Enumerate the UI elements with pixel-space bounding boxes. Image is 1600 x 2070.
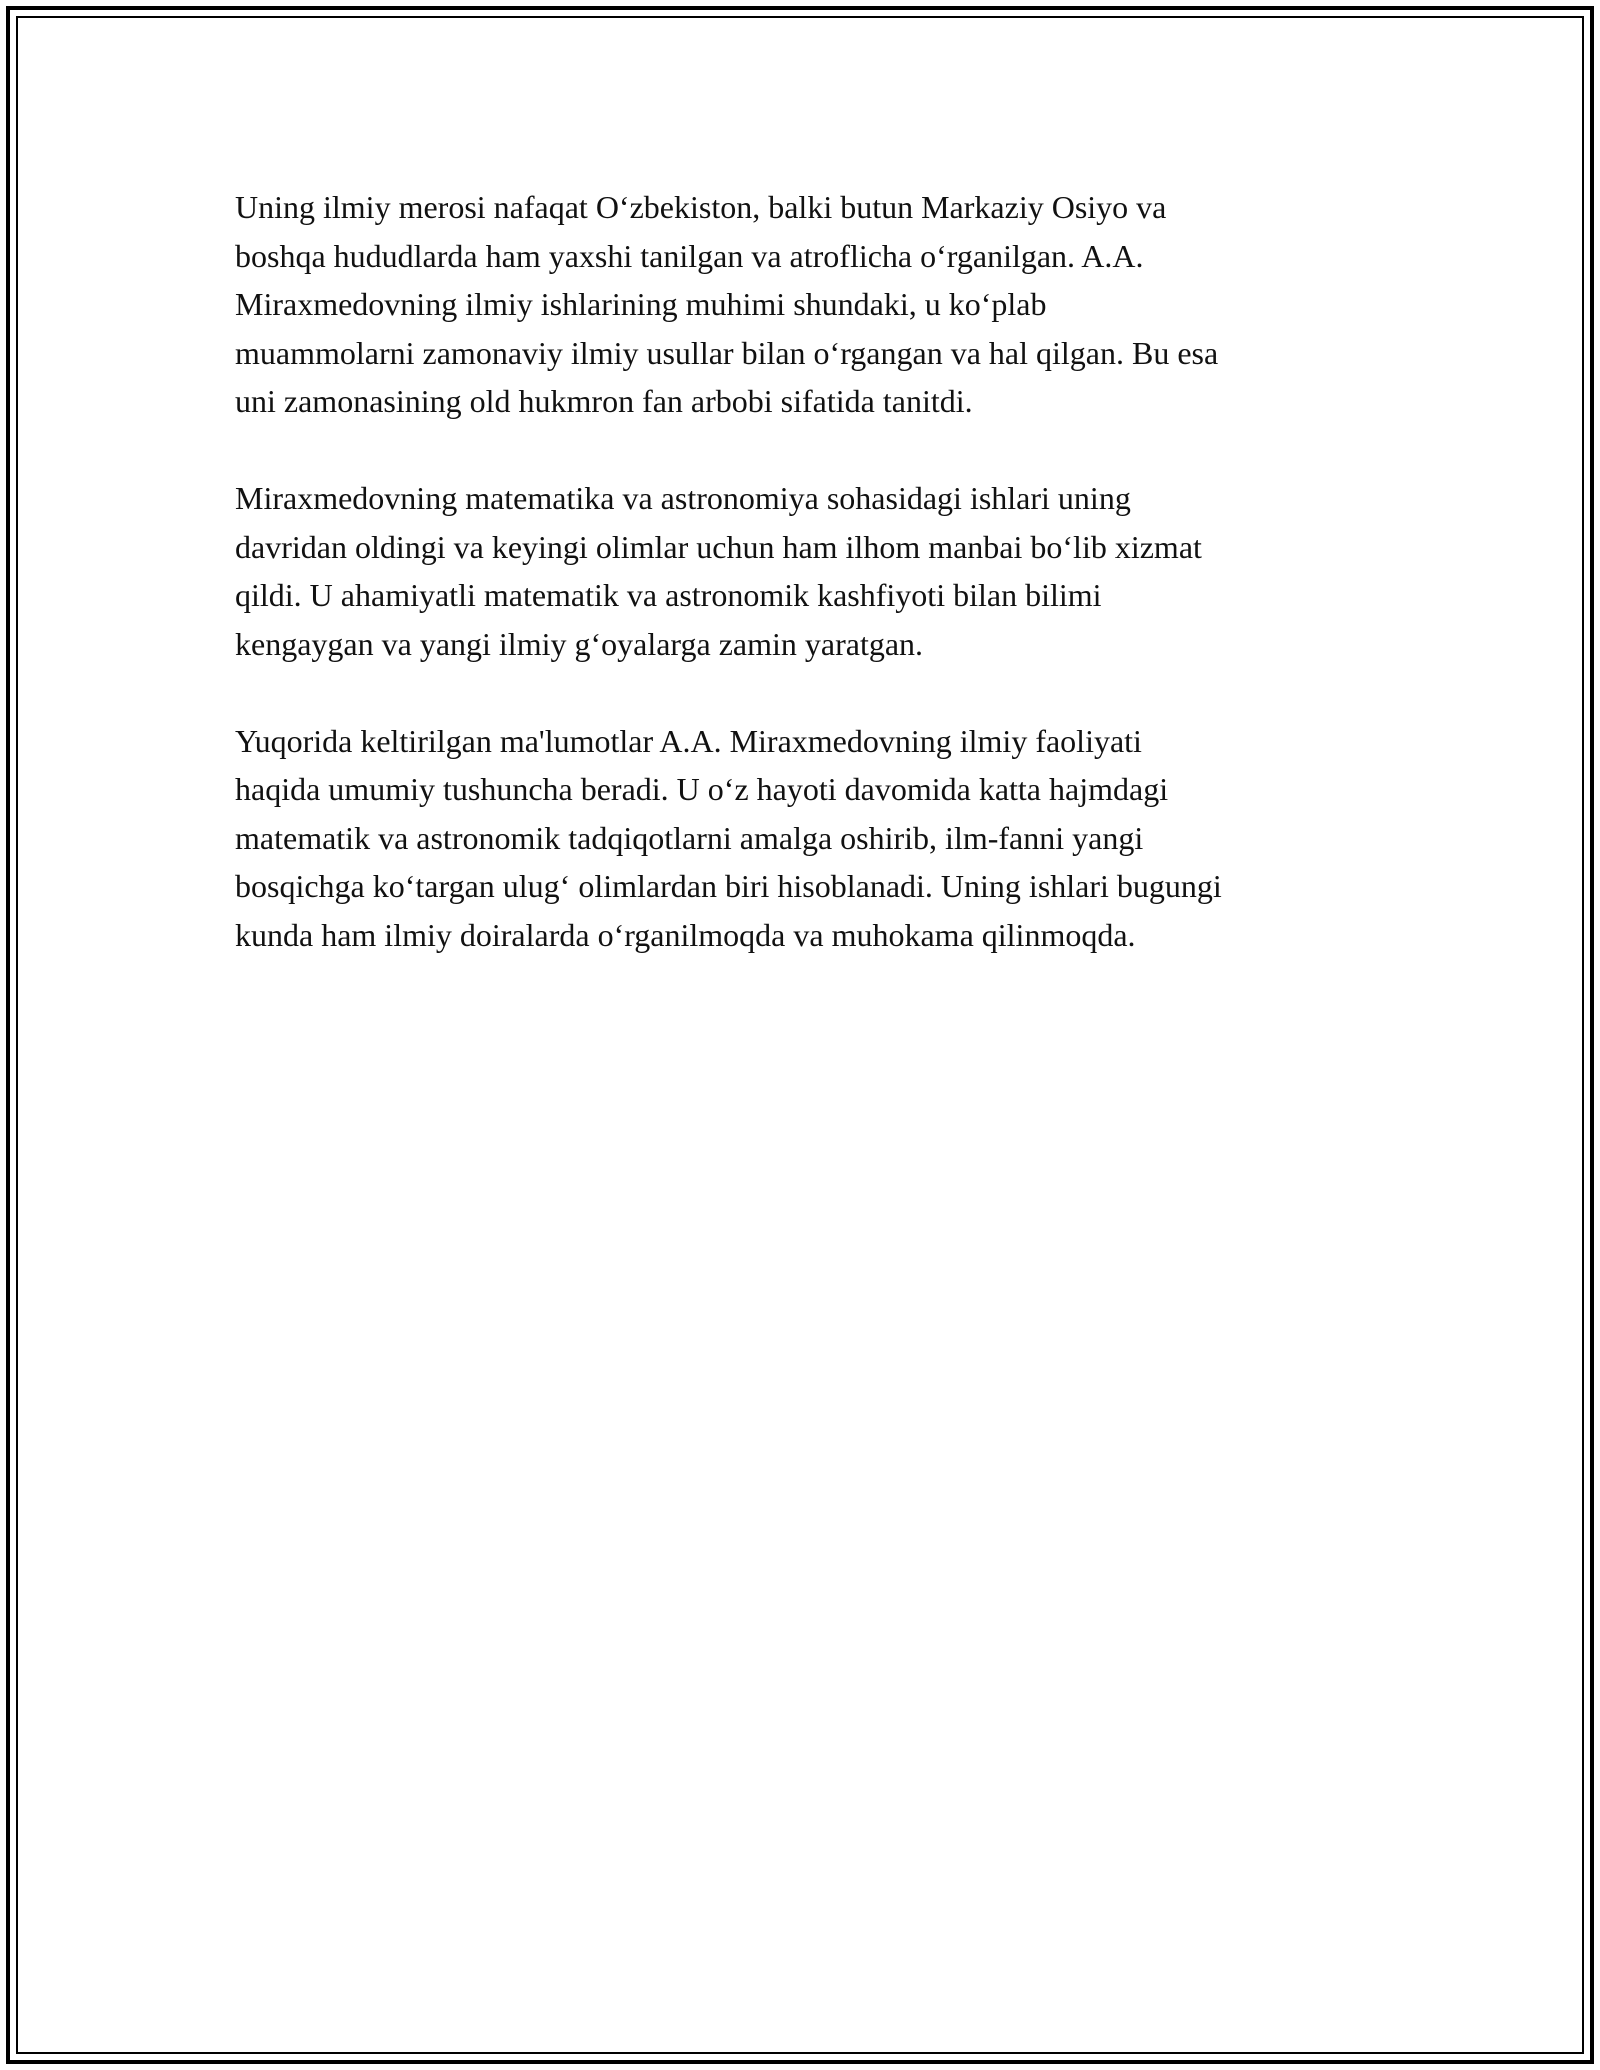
text-line: kunda ham ilmiy doiralarda o‘rganilmoqda va muhokama qilinmoqda. bbox=[235, 916, 1136, 953]
text-line: davridan oldingi va keyingi olimlar uchun ham ilhom manbai bo‘lib xizmat bbox=[235, 528, 1202, 565]
text-line: boshqa hududlarda ham yaxshi tanilgan va atroflicha o‘rganilgan. A.A. bbox=[235, 237, 1144, 274]
text-line: matematik va astronomik tadqiqotlarni amalga oshirib, ilm-fanni yangi bbox=[235, 819, 1144, 856]
paragraph-3 bbox=[235, 717, 1375, 960]
text-line: Miraxmedovning ilmiy ishlarining muhimi shundaki, u ko‘plab bbox=[235, 286, 1047, 322]
text-line: qildi. U ahamiyatli matematik va astronomik kashfiyoti bilan bilimi bbox=[235, 577, 1102, 613]
document-body bbox=[235, 183, 1375, 1008]
text-line: uni zamonasining old hukmron fan arbobi sifatida tanitdi. bbox=[235, 383, 973, 419]
paragraph-2 bbox=[235, 474, 1375, 668]
paragraph-1 bbox=[235, 183, 1375, 426]
text-line: muammolarni zamonaviy ilmiy usullar bilan o‘rgangan va hal qilgan. Bu esa bbox=[235, 334, 1219, 371]
text-line: Yuqorida keltirilgan ma'lumotlar A.A. Miraxmedovning ilmiy faoliyati bbox=[235, 722, 1142, 759]
text-line: kengaygan va yangi ilmiy g‘oyalarga zamin yaratgan. bbox=[235, 625, 924, 662]
text-line: Uning ilmiy merosi nafaqat O‘zbekiston, balki butun Markaziy Osiyo va bbox=[235, 189, 1167, 225]
text-line: Miraxmedovning matematika va astronomiya sohasidagi ishlari uning bbox=[235, 480, 1131, 516]
text-line: bosqichga ko‘targan ulug‘ olimlardan biri hisoblanadi. Uning ishlari bugungi bbox=[235, 868, 1222, 904]
text-line: haqida umumiy tushuncha beradi. U o‘z hayoti davomida katta hajmdagi bbox=[235, 771, 1169, 807]
